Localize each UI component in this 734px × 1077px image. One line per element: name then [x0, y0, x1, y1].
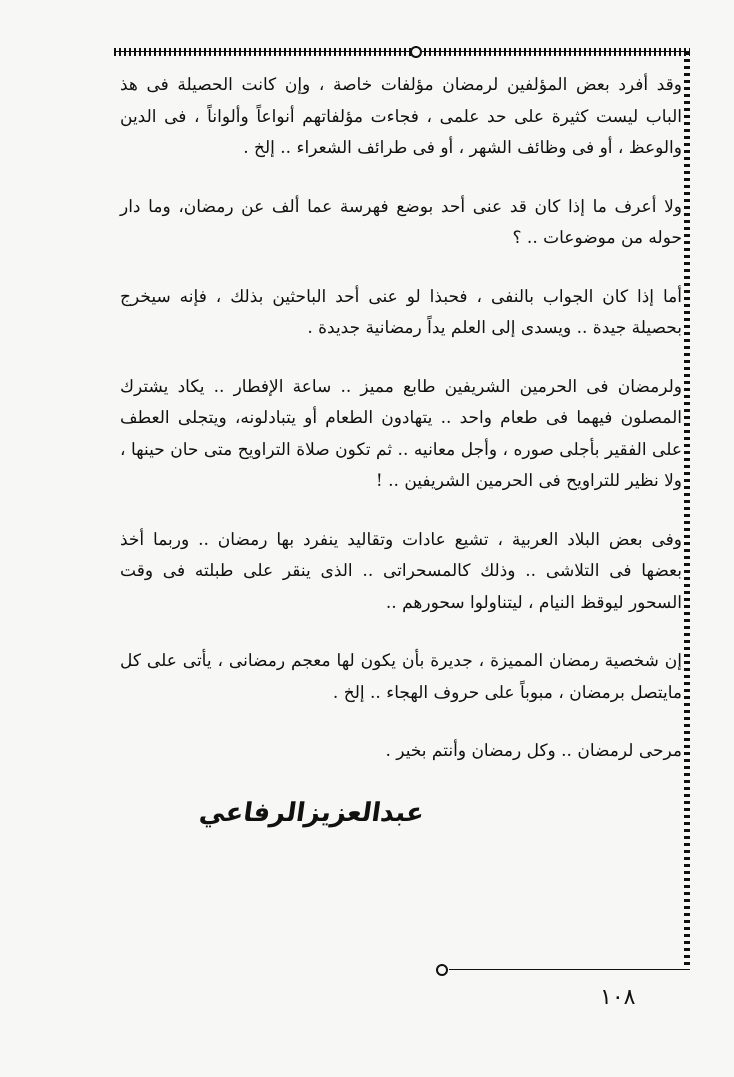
paragraph: أما إذا كان الجواب بالنفى ، فحبذا لو عنى أحد الباحثين بذلك ، فإنه سيخرج بحصيلة جيدة .. ويسدى إلى العلم يداً رمضانية جديدة . [120, 286, 682, 338]
article-body [120, 70, 682, 795]
paragraph: ولا أعرف ما إذا كان قد عنى أحد بوضع فهرسة عما ألف عن رمضان، وما دار حوله من موضوعات .. ؟ [120, 196, 682, 248]
page-number: ١٠٨ [600, 985, 636, 1010]
paragraph: وقد أفرد بعض المؤلفين لرمضان مؤلفات خاصة ، وإن كانت الحصيلة فى هذ الباب ليست كثيرة على حد علمى ، فجاءت مؤلفاتهم أنواعاً وألواناً ، فى الدين والوعظ ، أو فى وظائف الشهر ، أو فى طرائف الشعراء .. إلخ . [120, 75, 682, 158]
top-ornamental-border [114, 48, 690, 56]
top-ring-ornament [410, 46, 422, 58]
bottom-ring-ornament [436, 964, 448, 976]
bottom-ornamental-border [449, 966, 690, 974]
right-ornamental-border [684, 52, 690, 969]
paragraph: وفى بعض البلاد العربية ، تشيع عادات وتقاليد ينفرد بها رمضان .. وربما أخذ بعضها فى التلاشى .. وذلك كالمسحراتى .. الذى ينقر على طبلته فى وقت السحور ليوقظ النيام ، ليتناولوا سحورهم .. [120, 529, 682, 613]
paragraph: إن شخصية رمضان المميزة ، جديرة بأن يكون لها معجم رمضانى ، يأتى على كل مايتصل برمضان ، مبوباً على حروف الهجاء .. إلخ . [120, 651, 682, 703]
author-signature: عبدالعزيزالرفاعي [197, 798, 427, 828]
paragraph: ولرمضان فى الحرمين الشريفين طابع مميز .. ساعة الإفطار .. يكاد يشترك المصلون فيهما فى طعام واحد .. يتهادون الطعام أو يتبادلونه، ويتجلى العطف على الفقير بأجلى صوره ، وأجل معانيه .. ثم تكون صلاة التراويح متى حان حينها ، ولا نظير للتراويح فى الحرمين الشريفين .. ! [120, 376, 682, 491]
paragraph: مرحى لرمضان .. وكل رمضان وأنتم بخير . [385, 741, 682, 761]
